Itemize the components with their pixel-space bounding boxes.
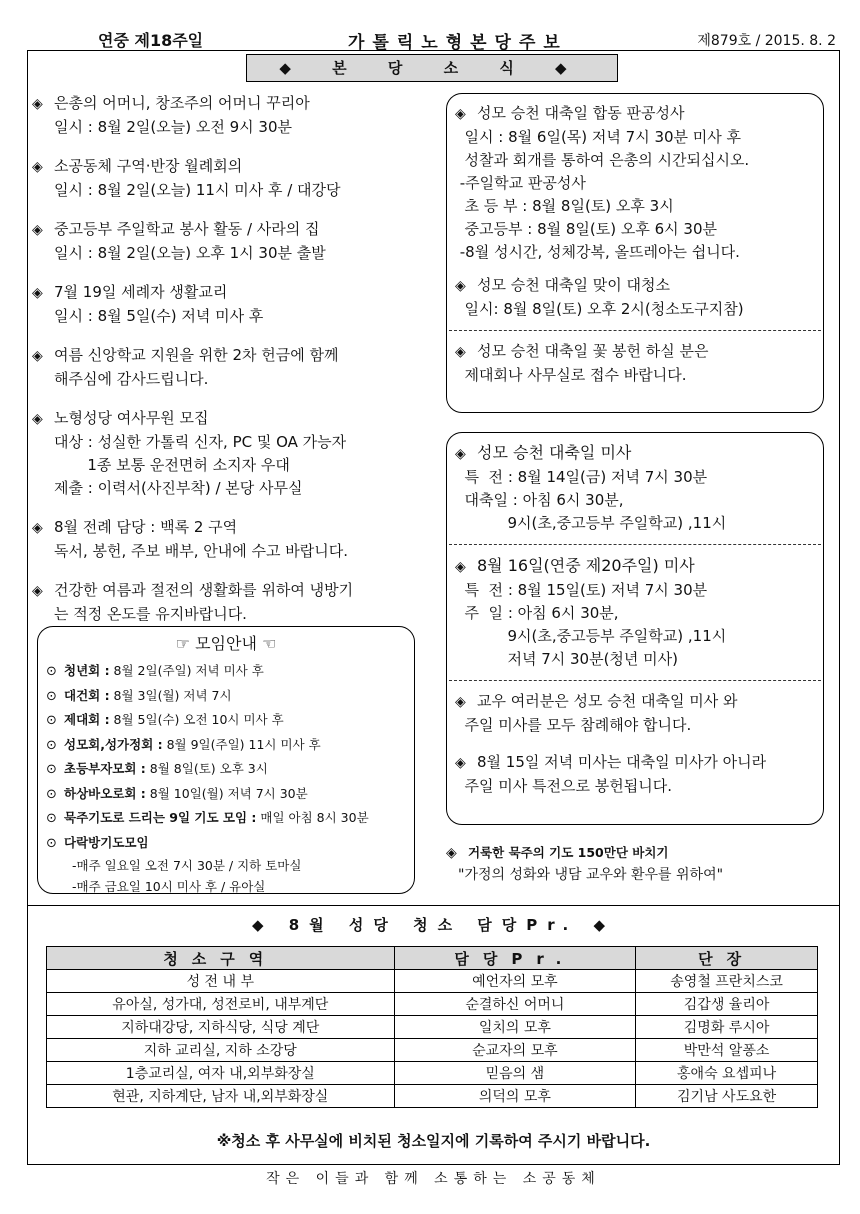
notice-line: 주 일 : 아침 6시 30분, — [455, 604, 619, 622]
parish-news-title: ◆ 본 당 소 식 ◆ — [246, 54, 618, 82]
issue-number: 제879호 / 2015. 8. 2 — [697, 33, 836, 49]
notice-item-head — [32, 92, 437, 116]
table-row — [47, 970, 818, 993]
notice-item — [32, 155, 437, 202]
notice-line: 제대회나 사무실로 접수 바랍니다. — [455, 366, 687, 384]
notice-line: 9시(초,중고등부 주일학교) ,11시 — [455, 627, 727, 645]
notice-item-head — [32, 344, 437, 368]
table-cell: 일치의 모후 — [394, 1016, 636, 1039]
meeting-sub-list — [46, 855, 406, 897]
notice-item-head — [32, 218, 437, 242]
dashed-divider — [449, 544, 821, 545]
circle-dot-icon: ⊙ — [46, 762, 57, 777]
bullet-icon: ◈ — [455, 106, 466, 122]
notice-line: 일시: 8월 8일(토) 오후 2시(청소도구지참) — [455, 300, 744, 318]
liturgical-week: 연중 제18주일 — [98, 31, 204, 50]
notice-item-title: 8월 전례 담당 : 백록 2 구역 — [54, 518, 238, 536]
notice-item-head — [32, 516, 437, 540]
meeting-name: 청년회 : — [64, 663, 110, 678]
notice-line: 특 전 : 8월 15일(토) 저녁 7시 30분 — [455, 581, 708, 599]
meeting-name: 다락방기도모임 — [64, 834, 149, 850]
notice-line: 저녁 7시 30분(청년 미사) — [455, 650, 679, 668]
notice-line: -8월 성시간, 성체강복, 올뜨레아는 쉽니다. — [455, 243, 740, 261]
notice-item-line: 대상 : 성실한 가톨릭 신자, PC 및 OA 가능자 — [54, 433, 347, 451]
table-cell: 홍애숙 요셉피나 — [636, 1062, 818, 1085]
notice-item-line: 독서, 봉헌, 주보 배부, 안내에 수고 바랍니다. — [54, 542, 349, 560]
notice-item-line: 는 적정 온도를 유지바랍니다. — [54, 605, 247, 623]
meeting-row — [46, 659, 406, 684]
notice-head: ◈ 성모 승천 대축일 맞이 대청소 — [455, 274, 815, 298]
notice-item-title: 여름 신앙학교 지원을 위한 2차 헌금에 함께 — [54, 346, 339, 364]
notice-line: 특 전 : 8월 14일(금) 저녁 7시 30분 — [455, 468, 708, 486]
circle-dot-icon: ⊙ — [46, 786, 57, 802]
meeting-row — [46, 831, 406, 856]
bullet-icon: ◈ — [32, 520, 43, 536]
meeting-detail: 8월 3일(월) 저녁 7시 — [109, 687, 232, 703]
notice-item — [32, 516, 437, 563]
circle-dot-icon: ⊙ — [46, 688, 57, 704]
bullet-icon: ◈ — [32, 285, 43, 301]
notice-item-line: 1종 보통 운전면허 소지자 우대 — [54, 456, 290, 474]
notice-line: 성찰과 회개를 통하여 은총의 시간되십시오. — [455, 151, 750, 169]
meeting-name: 하상바오로회 : — [64, 785, 146, 801]
notice-item-title: 소공동체 구역·반장 월례회의 — [54, 157, 243, 175]
table-cell: 지하대강당, 지하식당, 식당 계단 — [47, 1016, 395, 1039]
table-cell: 김명화 루시아 — [636, 1016, 818, 1039]
cleaning-title: ◆ 8월 성당 청소 담당Pr. ◆ — [251, 916, 615, 934]
table-cell: 현관, 지하계단, 남자 내,외부화장실 — [47, 1085, 395, 1108]
notice-lines — [455, 364, 815, 387]
notice-lines — [455, 466, 815, 535]
notice-item-head — [32, 155, 437, 179]
notice-line: 주일 미사 특전으로 봉헌됩니다. — [455, 777, 672, 795]
notice-lines — [455, 579, 815, 671]
bullet-icon: ◈ — [455, 344, 466, 360]
bullet-icon: ◈ — [455, 694, 466, 710]
bullet-icon: ◈ — [446, 845, 457, 861]
circle-dot-icon: ⊙ — [46, 737, 57, 753]
meeting-row — [46, 782, 406, 807]
table-cell: 의덕의 모후 — [394, 1085, 636, 1108]
table-row — [47, 1039, 818, 1062]
meeting-list — [46, 659, 406, 855]
table-header-row — [47, 947, 818, 970]
meeting-name: 제대회 : — [64, 712, 110, 727]
notice-item-title: 7월 19일 세례자 생활교리 — [54, 283, 228, 301]
notice-head: ◈ 8월 15일 저녁 미사는 대축일 미사가 아니라 — [455, 751, 815, 775]
notice-line: 주일 미사를 모두 참례해야 합니다. — [455, 716, 692, 734]
notice-item-head — [32, 579, 437, 603]
meeting-detail: 8월 10일(월) 저녁 7시 30분 — [145, 785, 308, 801]
table-row — [47, 993, 818, 1016]
notice-head: ◈ 교우 여러분은 성모 승천 대축일 미사 와 — [455, 690, 815, 714]
meeting-detail: 매일 아침 8시 30분 — [256, 810, 369, 825]
meeting-detail: 8월 9일(주일) 11시 미사 후 — [162, 736, 321, 752]
notice-item-line: 일시 : 8월 2일(오늘) 오전 9시 30분 — [54, 118, 292, 136]
meeting-row — [46, 806, 406, 831]
table-cell: 믿음의 샘 — [394, 1062, 636, 1085]
notice-item-head — [32, 281, 437, 305]
meeting-row — [46, 708, 406, 733]
notice-line: 초 등 부 : 8월 8일(토) 오후 3시 — [455, 197, 674, 215]
column-header: 청소구역 — [47, 947, 395, 970]
table-cell: 김갑생 율리아 — [636, 993, 818, 1016]
circle-dot-icon: ⊙ — [46, 811, 57, 826]
meeting-detail: 8월 2일(주일) 저녁 미사 후 — [109, 663, 264, 678]
prayer-title: 거룩한 묵주의 기도 150만단 바치기 — [468, 845, 669, 860]
notice-item — [32, 92, 437, 139]
section-divider — [27, 905, 840, 906]
table-cell: 순결하신 어머니 — [394, 993, 636, 1016]
notice-item — [32, 579, 437, 626]
notice-head: ◈ 성모 승천 대축일 합동 판공성사 — [455, 102, 815, 126]
notice-item-title: 노형성당 여사무원 모집 — [54, 409, 209, 427]
bullet-icon: ◈ — [32, 583, 43, 599]
notice-box-mass-schedule — [446, 432, 824, 825]
table-cell: 순교자의 모후 — [394, 1039, 636, 1062]
notice-item — [32, 281, 437, 328]
meeting-guide-title: ☞ 모임안내 ☜ — [175, 634, 277, 653]
table-cell: 성 전 내 부 — [47, 970, 395, 993]
page-header — [28, 26, 840, 52]
notice-item — [32, 407, 437, 500]
notice-box-assumption-confession — [446, 93, 824, 413]
meeting-detail: 8월 8일(토) 오후 3시 — [145, 761, 268, 776]
table-cell: 1층교리실, 여자 내,외부화장실 — [47, 1062, 395, 1085]
meeting-sub-line: -매주 금요일 10시 미사 후 / 유아실 — [72, 879, 266, 894]
meeting-sub-line: -매주 일요일 오전 7시 30분 / 지하 토마실 — [72, 858, 302, 873]
meeting-name: 묵주기도로 드리는 9일 기도 모임 : — [64, 810, 257, 825]
column-header: 담당Pr. — [394, 947, 636, 970]
notice-item-line: 제출 : 이력서(사진부착) / 본당 사무실 — [54, 479, 303, 497]
notice-item-title: 중고등부 주일학교 봉사 활동 / 사라의 집 — [54, 220, 320, 238]
circle-dot-icon: ⊙ — [46, 664, 57, 679]
bulletin-title: 가톨릭노형본당주보 — [348, 33, 568, 53]
notice-head: ◈ 성모 승천 대축일 미사 — [455, 441, 815, 466]
meeting-row — [46, 733, 406, 758]
notice-line: 일시 : 8월 6일(목) 저녁 7시 30분 미사 후 — [455, 128, 742, 146]
bullet-icon: ◈ — [455, 755, 466, 771]
notice-item-line: 일시 : 8월 2일(오늘) 11시 미사 후 / 대강당 — [54, 181, 341, 199]
prayer-intention: "가정의 성화와 냉담 교우와 환우를 위하여" — [458, 867, 724, 883]
notice-item-title: 건강한 여름과 절전의 생활화를 위하여 냉방기 — [54, 581, 354, 599]
notice-line: -주일학교 판공성사 — [455, 174, 586, 192]
table-cell: 송영철 프란치스코 — [636, 970, 818, 993]
table-cell: 유아실, 성가대, 성전로비, 내부계단 — [47, 993, 395, 1016]
dashed-divider — [449, 330, 821, 331]
bullet-icon: ◈ — [455, 278, 466, 294]
notice-item — [32, 218, 437, 265]
table-cell: 박만석 알퐁소 — [636, 1039, 818, 1062]
meeting-detail: 8월 5일(수) 오전 10시 미사 후 — [109, 712, 284, 727]
meeting-name: 성모회,성가정회 : — [64, 736, 163, 752]
notice-item-line: 일시 : 8월 2일(오늘) 오후 1시 30분 출발 — [54, 244, 326, 262]
notice-lines — [455, 126, 815, 264]
circle-dot-icon: ⊙ — [46, 713, 57, 728]
bullet-icon: ◈ — [32, 96, 43, 112]
meeting-name: 대건회 : — [64, 687, 110, 703]
meeting-row — [46, 757, 406, 782]
notice-lines — [455, 775, 815, 798]
table-cell: 지하 교리실, 지하 소강당 — [47, 1039, 395, 1062]
notice-item-head — [32, 407, 437, 431]
meeting-row — [46, 684, 406, 709]
bullet-icon: ◈ — [455, 446, 466, 462]
dashed-divider — [449, 680, 821, 681]
bullet-icon: ◈ — [455, 559, 466, 575]
cleaning-note: ※청소 후 사무실에 비치된 청소일지에 기록하여 주시기 바랍니다. — [216, 1132, 651, 1150]
table-cell: 예언자의 모후 — [394, 970, 636, 993]
notice-head: ◈ 8월 16일(연중 제20주일) 미사 — [455, 554, 815, 579]
bullet-icon: ◈ — [32, 159, 43, 175]
notice-line: 대축일 : 아침 6시 30분, — [455, 491, 624, 509]
bullet-icon: ◈ — [32, 222, 43, 238]
rosary-prayer-notice — [446, 842, 836, 886]
left-column — [32, 92, 437, 642]
notice-line: 중고등부 : 8월 8일(토) 오후 6시 30분 — [455, 220, 718, 238]
notice-lines — [455, 714, 815, 737]
notice-lines — [455, 298, 815, 321]
notice-item-line: 해주심에 감사드립니다. — [54, 370, 209, 388]
meeting-guide-box — [37, 626, 415, 894]
notice-line: 9시(초,중고등부 주일학교) ,11시 — [455, 514, 727, 532]
table-row — [47, 1016, 818, 1039]
meeting-name: 초등부자모회 : — [64, 761, 146, 776]
column-header: 단장 — [636, 947, 818, 970]
circle-dot-icon: ⊙ — [46, 835, 57, 851]
footer-slogan: 작은 이들과 함께 소통하는 소공동체 — [266, 1171, 601, 1187]
bullet-icon: ◈ — [32, 411, 43, 427]
table-cell: 김기남 사도요한 — [636, 1085, 818, 1108]
table-row — [47, 1085, 818, 1108]
bullet-icon: ◈ — [32, 348, 43, 364]
notice-item-title: 은총의 어머니, 창조주의 어머니 꾸리아 — [54, 94, 310, 112]
notice-item-line: 일시 : 8월 5일(수) 저녁 미사 후 — [54, 307, 264, 325]
cleaning-table — [46, 946, 818, 1108]
notice-head: ◈ 성모 승천 대축일 꽃 봉헌 하실 분은 — [455, 340, 815, 364]
notice-item — [32, 344, 437, 391]
table-row — [47, 1062, 818, 1085]
